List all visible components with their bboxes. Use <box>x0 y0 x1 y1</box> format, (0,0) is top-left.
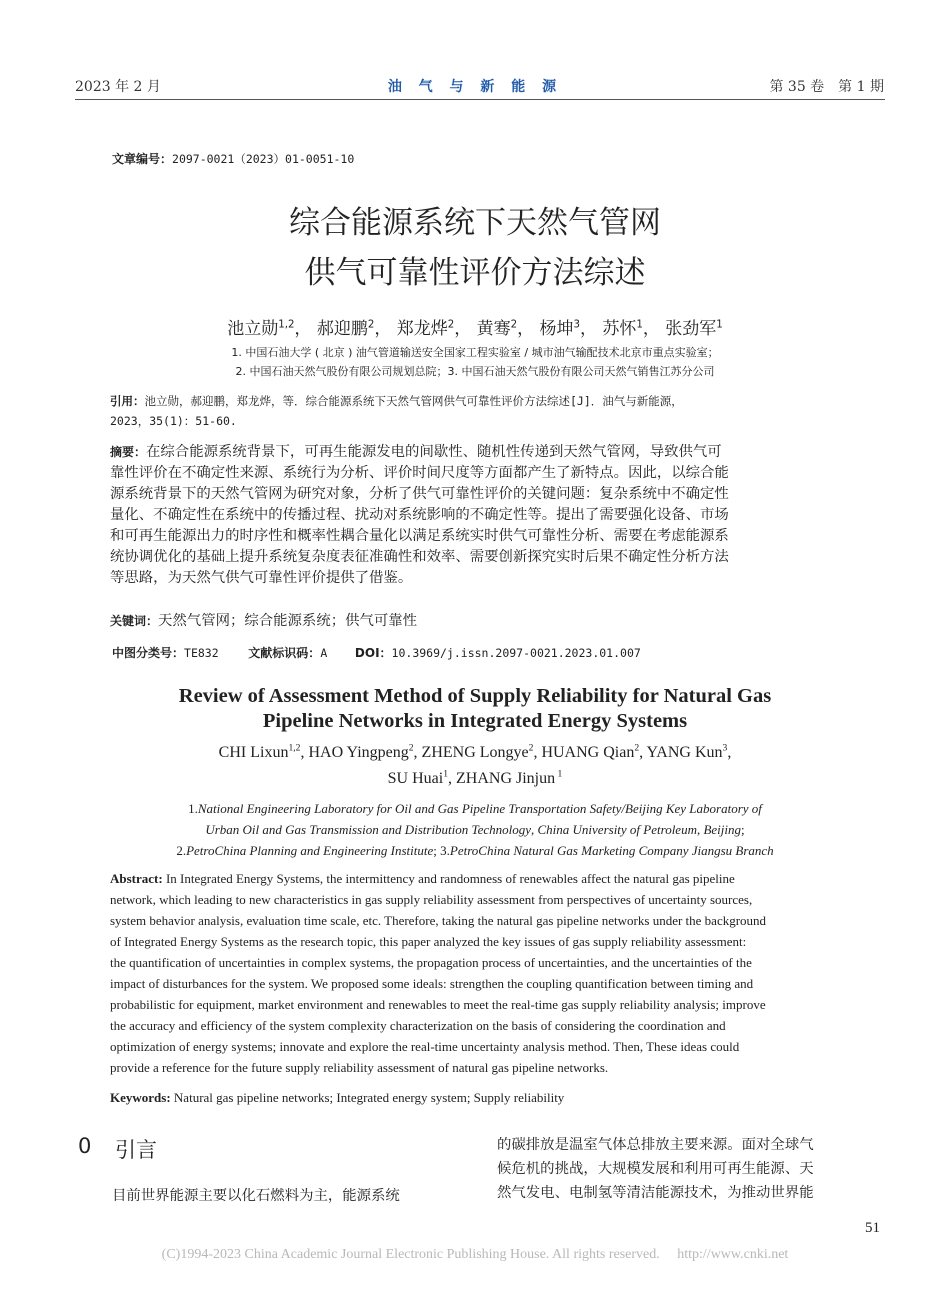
body-line: 目前世界能源主要以化石燃料为主，能源系统 <box>112 1188 400 1204</box>
author-en: CHI Lixun$^{1,2}$, <box>218 742 309 761</box>
abstract-en-line: probabilistic for equipment, market environment and renewables to meet the real-time gas supply reliability analysis; improve <box>110 997 766 1012</box>
abstract-en-line: the accuracy and efficiency of the system complexity characterization on the basis of considering the coordination and <box>110 1018 726 1033</box>
author-en: SU Huai$^1$, <box>387 768 457 787</box>
abstract-en-line: system behavior analysis, evaluation time scale, etc. Therefore, taking the natural gas pipeline networks under the background <box>110 913 767 928</box>
abstract-en-line: impact of disturbances for the system. We proposed some ideals: strengthen the coupling quantification between timing and <box>110 976 754 991</box>
author-cn: 杨坤$^3$， <box>539 319 597 339</box>
page-number: 51 <box>865 1220 880 1236</box>
author-en: ZHENG Longye$^2$, <box>421 742 542 761</box>
body-left-column <box>112 1184 472 1208</box>
affiliation-cn-line2: 2. 中国石油天然气股份有限公司规划总院；3. 中国石油天然气股份有限公司天然气销售江苏分公司 <box>235 365 715 378</box>
abstract-cn-line: 量化、不确定性在系统中的传播过程、扰动对系统影响的不确定性等。提出了需要强化设备、市场 <box>110 507 729 523</box>
keywords-en-value: Natural gas pipeline networks; Integrated energy system; Supply reliability <box>173 1090 565 1105</box>
keywords-cn-label: 关键词： <box>110 614 159 628</box>
abstract-cn-line: 源系统背景下的天然气管网为研究对象，分析了供气可靠性评价的关键问题：复杂系统中不确定性 <box>110 486 729 502</box>
abstract-en-line: In Integrated Energy Systems, the intermittency and randomness of renewables affect the natural gas pipeline <box>165 871 735 886</box>
article-number-value: 2097-0021（2023）01-0051-10 <box>172 152 355 166</box>
author-en: HAO Yingpeng$^2$, <box>308 742 422 761</box>
affiliation-en-line3: 2.PetroChina Planning and Engineering Institute; 3.PetroChina Natural Gas Marketing Company Jiangsu Branch <box>176 843 774 858</box>
abstract-cn-line: 等思路，为天然气供气可靠性评价提供了借鉴。 <box>110 570 413 586</box>
article-number-label: 文章编号： <box>112 152 173 166</box>
affiliation-en-line1: 1.National Engineering Laboratory for Oil and Gas Pipeline Transportation Safety/Beijing Key Laboratory of <box>188 801 762 816</box>
body-line: 然气发电、电制氢等清洁能源技术，为推动世界能 <box>497 1185 814 1201</box>
keywords-en-label: Keywords: <box>110 1090 171 1105</box>
author-cn: 苏怀$^1$， <box>602 319 660 339</box>
copyright-footer: (C)1994-2023 China Academic Journal Electronic Publishing House. All rights reserved. http://www.cnki.net <box>161 1247 789 1262</box>
author-cn: 黄骞$^2$， <box>476 319 535 339</box>
authors-en-line2 <box>0 766 950 792</box>
keywords-cn-value: 天然气管网；综合能源系统；供气可靠性 <box>158 613 418 629</box>
abstract-en-line: optimization of energy systems; innovate and explore the real-time uncertainty analysis method. Then, These ideas could <box>110 1039 740 1054</box>
abstract-cn <box>110 442 850 589</box>
keywords-en <box>110 1087 850 1108</box>
clc-label: 中图分类号： <box>112 646 185 660</box>
header-journal-name: 油 气 与 新 能 源 <box>387 79 563 95</box>
author-cn: 池立勋$^{1,2}$， <box>227 319 312 339</box>
title-cn-line2: 供气可靠性评价方法综述 <box>304 255 646 291</box>
title-cn-line1: 综合能源系统下天然气管网 <box>289 205 661 241</box>
header-date: 2023 年 2 月 <box>75 79 161 95</box>
abstract-cn-label: 摘要： <box>110 445 147 459</box>
section-number: 0 <box>78 1134 92 1158</box>
affiliation-cn-line1: 1. 中国石油大学 ( 北京 ) 油气管道输送安全国家工程实验室 / 城市油气输配技术北京市重点实验室； <box>231 346 719 359</box>
body-line: 的碳排放是温室气体总排放主要来源。面对全球气 <box>497 1137 814 1153</box>
author-en: ZHANG Jinjun $^1$ <box>456 768 563 787</box>
citation <box>110 391 850 431</box>
abstract-en-line: the quantification of uncertainties in complex systems, the propagation process of uncertainties, and the uncertainties of the <box>110 955 752 970</box>
citation-label: 引用： <box>110 394 145 408</box>
author-cn: 郑龙烨$^2$， <box>396 319 472 339</box>
section-title: 引言 <box>115 1138 157 1162</box>
abstract-cn-line: 在综合能源系统背景下，可再生能源发电的间歇性、随机性传递到天然气管网，导致供气可 <box>146 444 722 460</box>
authors-en-line1 <box>0 740 950 766</box>
abstract-en-line: network, which leading to new characteristics in gas supply reliability assessment from perspectives of uncertainty sources, <box>110 892 753 907</box>
abstract-en <box>110 868 850 1078</box>
author-en: YANG Kun$^3$, <box>646 742 732 761</box>
header-rule <box>75 99 885 100</box>
citation-line2: 2023，35(1)：51-60. <box>110 414 237 428</box>
title-en-line1: Review of Assessment Method of Supply Reliability for Natural Gas <box>178 685 772 707</box>
doc-code-label: 文献标识码： <box>248 646 321 660</box>
abstract-cn-line: 统协调优化的基础上提升系统复杂度表征准确性和效率、需要创新探究实时后果不确定性分析方法 <box>110 549 729 565</box>
keywords-cn <box>110 611 850 632</box>
doc-code-value: A <box>320 646 328 660</box>
abstract-cn-line: 和可再生能源出力的时序性和概率性耦合量化以满足系统实时供气可靠性分析、需要在考虑能源系 <box>110 528 729 544</box>
body-right-column <box>497 1133 881 1205</box>
clc-value: TE832 <box>184 646 219 660</box>
doi-label: DOI： <box>354 646 392 660</box>
article-number <box>112 150 354 167</box>
affiliation-en-line2: Urban Oil and Gas Transmission and Distribution Technology, China University of Petroleum, Beijing; <box>205 822 745 837</box>
title-en-line2: Pipeline Networks in Integrated Energy Systems <box>262 710 688 732</box>
classification-line <box>112 644 641 661</box>
abstract-en-line: provide a reference for the future supply reliability assessment of natural gas pipeline networks. <box>110 1060 609 1075</box>
citation-line1: 池立勋，郝迎鹏，郑龙烨，等．综合能源系统下天然气管网供气可靠性评价方法综述[J]．油气与新能源， <box>144 394 683 408</box>
authors-cn <box>0 314 950 339</box>
abstract-cn-line: 靠性评价在不确定性来源、系统行为分析、评价时间尺度等方面都产生了新特点。因此，以综合能 <box>110 465 729 481</box>
author-cn: 郝迎鹏$^2$， <box>316 319 392 339</box>
abstract-en-line: of Integrated Energy Systems as the research topic, this paper analyzed the key issues of gas supply reliability assessment: <box>110 934 747 949</box>
doi-value: 10.3969/j.issn.2097-0021.2023.01.007 <box>391 646 641 660</box>
header-issue: 第 35 卷 第 1 期 <box>769 79 884 95</box>
author-en: HUANG Qian$^2$, <box>541 742 647 761</box>
author-cn: 张劲军$^1$ <box>665 319 723 339</box>
body-line: 候危机的挑战，大规模发展和利用可再生能源、天 <box>497 1161 814 1177</box>
abstract-en-label: Abstract: <box>110 871 163 886</box>
